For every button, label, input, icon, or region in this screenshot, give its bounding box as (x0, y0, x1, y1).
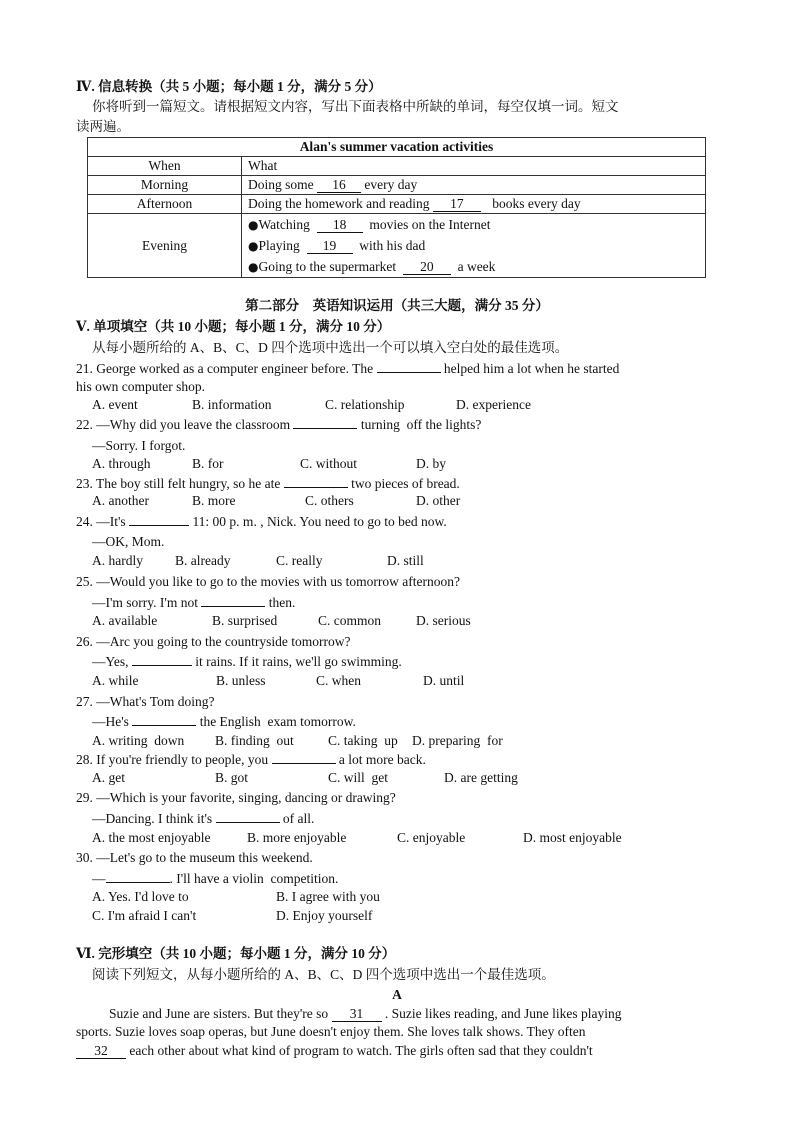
question-24 (76, 513, 447, 531)
option-22-a[interactable]: A. through (92, 456, 151, 471)
section-4-instructions: 你将听到一篇短文。请根据短文内容，写出下面表格中所缺的单词，每空仅填一词。短文 (92, 99, 619, 114)
text: movies on the Internet (369, 217, 491, 232)
question-27-reply (92, 713, 356, 731)
what-afternoon (242, 195, 706, 214)
question-22-reply: —Sorry. I forgot. (92, 438, 186, 453)
passage-label: A (392, 987, 402, 1002)
option-25-d[interactable]: D. serious (416, 613, 471, 628)
option-27-b[interactable]: B. finding out (215, 733, 294, 748)
text: —Yes, (92, 654, 129, 669)
blank-31[interactable]: 31 (332, 1006, 382, 1022)
question-30: 30. —Let's go to the museum this weekend. (76, 850, 313, 865)
option-23-c[interactable]: C. others (305, 493, 354, 508)
question-21-cont: his own computer shop. (76, 379, 205, 394)
section-4-instructions-cont: 读两遍。 (76, 119, 130, 134)
question-24-reply: —OK, Mom. (92, 534, 165, 549)
question-28 (76, 751, 426, 769)
option-28-c[interactable]: C. will get (328, 770, 388, 785)
blank[interactable] (216, 822, 280, 823)
blank[interactable] (129, 525, 189, 526)
text: 28. If you're friendly to people, you (76, 752, 269, 767)
text: then. (268, 595, 296, 610)
passage-line-1 (109, 1005, 621, 1023)
option-24-b[interactable]: B. already (175, 553, 231, 568)
question-25: 25. —Would you like to go to the movies with us tomorrow afternoon? (76, 574, 460, 589)
option-29-c[interactable]: C. enjoyable (397, 830, 466, 845)
col-header-what: What (242, 157, 706, 176)
part-2-heading: 第二部分 英语知识运用（共三大题，满分 35 分） (245, 298, 549, 313)
blank-32[interactable]: 32 (76, 1043, 126, 1059)
option-25-c[interactable]: C. common (318, 613, 381, 628)
text: turning off the lights? (360, 417, 482, 432)
question-23 (76, 475, 460, 493)
text: books every day (492, 196, 581, 211)
text: 11: 00 p. m. , Nick. You need to go to bed now. (192, 514, 447, 529)
option-21-c[interactable]: C. relationship (325, 397, 405, 412)
option-27-c[interactable]: C. taking up (328, 733, 398, 748)
section-4-heading: Ⅳ. 信息转换（共 5 小题；每小题 1 分，满分 5 分） (76, 79, 382, 94)
question-30-reply (92, 870, 338, 888)
option-30-d[interactable]: D. Enjoy yourself (276, 908, 373, 923)
option-30-b[interactable]: B. I agree with you (276, 889, 380, 904)
text: every day (364, 177, 418, 192)
question-26: 26. —Arc you going to the countryside tomorrow? (76, 634, 351, 649)
text: it rains. If it rains, we'll go swimming. (195, 654, 402, 669)
option-30-c[interactable]: C. I'm afraid I can't (92, 908, 197, 923)
bullet-icon: ● (248, 218, 259, 232)
option-24-d[interactable]: D. still (387, 553, 424, 568)
option-26-b[interactable]: B. unless (216, 673, 266, 688)
question-27: 27. —What's Tom doing? (76, 694, 215, 709)
text: a week (457, 259, 496, 274)
text: . I'll have a violin competition. (169, 871, 339, 886)
option-29-b[interactable]: B. more enjoyable (247, 830, 347, 845)
blank-18[interactable]: 18 (317, 217, 363, 233)
text: two pieces of bread. (351, 476, 460, 491)
option-29-d[interactable]: D. most enjoyable (523, 830, 622, 845)
text: 23. The boy still felt hungry, so he ate (76, 476, 281, 491)
table-title: Alan's summer vacation activities (88, 138, 706, 157)
text: Playing (258, 238, 300, 253)
section-6-instructions: 阅读下列短文，从每小题所给的 A、B、C、D 四个选项中选出一个最佳选项。 (92, 967, 555, 982)
table-row-evening (88, 214, 706, 278)
text: —Dancing. I think it's (92, 811, 213, 826)
text: —He's (92, 714, 129, 729)
table-row-afternoon (88, 195, 706, 214)
text: 21. George worked as a computer engineer before. The (76, 361, 374, 376)
section-5-instructions: 从每小题所给的 A、B、C、D 四个选项中选出一个可以填入空白处的最佳选项。 (92, 340, 569, 355)
bullet-icon: ● (248, 239, 259, 253)
blank[interactable] (106, 882, 170, 883)
blank[interactable] (293, 428, 357, 429)
text: of all. (282, 811, 315, 826)
section-6-heading: Ⅵ. 完形填空（共 10 小题；每小题 1 分，满分 10 分） (76, 946, 396, 961)
option-29-a[interactable]: A. the most enjoyable (92, 830, 211, 845)
text: Going to the supermarket (258, 259, 397, 274)
text: — (92, 871, 106, 886)
blank[interactable] (201, 606, 265, 607)
option-30-a[interactable]: A. Yes. I'd love to (92, 889, 189, 904)
option-25-a[interactable]: A. available (92, 613, 158, 628)
option-27-a[interactable]: A. writing down (92, 733, 185, 748)
blank[interactable] (132, 725, 196, 726)
text: Suzie and June are sisters. But they're so (109, 1006, 329, 1021)
option-23-a[interactable]: A. another (92, 493, 149, 508)
passage-line-3 (76, 1042, 593, 1060)
blank[interactable] (284, 487, 348, 488)
option-22-b[interactable]: B. for (192, 456, 224, 471)
option-27-d[interactable]: D. preparing for (412, 733, 503, 748)
when-afternoon: Afternoon (88, 195, 242, 214)
question-21 (76, 360, 619, 378)
option-28-b[interactable]: B. got (215, 770, 249, 785)
blank[interactable] (272, 763, 336, 764)
col-header-when: When (88, 157, 242, 176)
option-24-c[interactable]: C. really (276, 553, 323, 568)
option-25-b[interactable]: B. surprised (212, 613, 278, 628)
question-25-reply (92, 594, 295, 612)
bullet-icon: ● (248, 260, 259, 274)
option-28-a[interactable]: A. get (92, 770, 125, 785)
section-5-heading: Ⅴ. 单项填空（共 10 小题；每小题 1 分，满分 10 分） (76, 319, 391, 334)
option-23-b[interactable]: B. more (192, 493, 236, 508)
blank-20[interactable]: 20 (403, 259, 451, 275)
text: with his dad (359, 238, 426, 253)
text: 24. —It's (76, 514, 126, 529)
text: Doing the homework and reading (248, 196, 430, 211)
passage-line-2: sports. Suzie loves soap operas, but June doesn't enjoy them. She loves talk shows. They often (76, 1024, 586, 1039)
blank-19[interactable]: 19 (307, 238, 353, 254)
question-29-reply (92, 810, 314, 828)
text: Doing some (248, 177, 314, 192)
blank-16[interactable]: 16 (317, 177, 361, 193)
text: the English exam tomorrow. (199, 714, 356, 729)
option-23-d[interactable]: D. other (416, 493, 461, 508)
when-evening: Evening (88, 214, 242, 278)
text: each other about what kind of program to watch. The girls often sad that they couldn't (129, 1043, 593, 1058)
table-row-morning (88, 176, 706, 195)
text: Watching (258, 217, 310, 232)
option-22-d[interactable]: D. by (416, 456, 446, 471)
question-26-reply (92, 653, 402, 671)
when-morning: Morning (88, 176, 242, 195)
question-29: 29. —Which is your favorite, singing, dancing or drawing? (76, 790, 396, 805)
blank[interactable] (132, 665, 192, 666)
summer-activities-table (87, 137, 706, 278)
text: —I'm sorry. I'm not (92, 595, 198, 610)
what-evening (242, 214, 706, 278)
text: . Suzie likes reading, and June likes playing (384, 1006, 622, 1021)
text: helped him a lot when he started (443, 361, 620, 376)
text: 22. —Why did you leave the classroom (76, 417, 291, 432)
option-21-d[interactable]: D. experience (456, 397, 531, 412)
option-22-c[interactable]: C. without (300, 456, 358, 471)
option-21-a[interactable]: A. event (92, 397, 138, 412)
option-24-a[interactable]: A. hardly (92, 553, 143, 568)
option-26-a[interactable]: A. while (92, 673, 139, 688)
option-21-b[interactable]: B. information (192, 397, 272, 412)
what-morning (242, 176, 706, 195)
text: a lot more back. (338, 752, 426, 767)
blank[interactable] (377, 372, 441, 373)
option-26-c[interactable]: C. when (316, 673, 361, 688)
option-28-d[interactable]: D. are getting (444, 770, 518, 785)
blank-17[interactable]: 17 (433, 196, 481, 212)
question-22 (76, 416, 481, 434)
option-26-d[interactable]: D. until (423, 673, 465, 688)
